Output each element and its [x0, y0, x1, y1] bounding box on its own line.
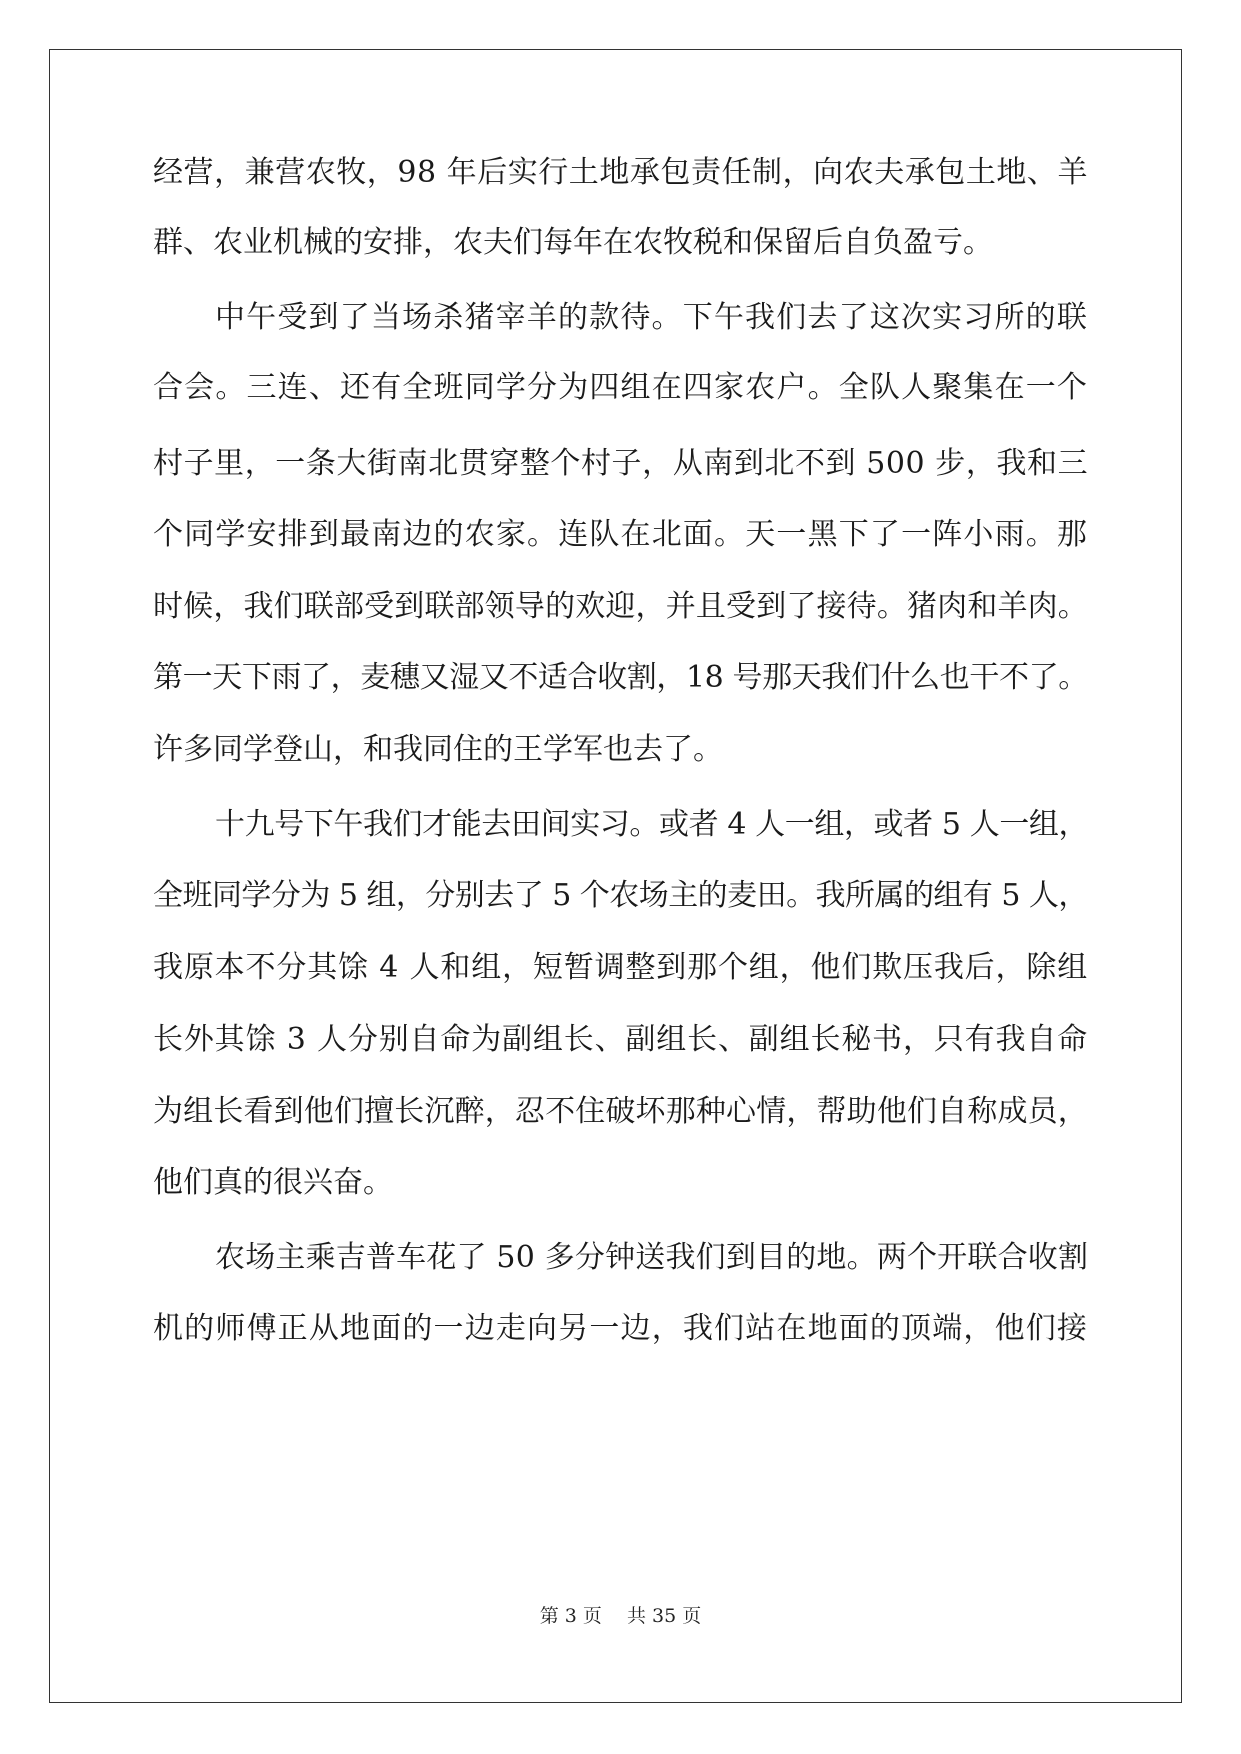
text-line: 我原本不分其馀 4 人和组，短暂调整到那个组，他们欺压我后，除组: [153, 950, 1088, 985]
text-line: 长外其馀 3 人分别自命为副组长、副组长、副组长秘书，只有我自命: [153, 1022, 1088, 1057]
text-line: 个同学安排到最南边的农家。连队在北面。天一黑下了一阵小雨。那: [153, 517, 1088, 552]
text-line: 群、农业机械的安排，农夫们每年在农牧税和保留后自负盈亏。: [153, 225, 993, 260]
text-line: 许多同学登山，和我同住的王学军也去了。: [153, 732, 723, 767]
text-line: 村子里，一条大街南北贯穿整个村子，从南到北不到 500 步，我和三: [153, 446, 1088, 481]
text-line: 全班同学分为 5 组，分别去了 5 个农场主的麦田。我所属的组有 5 人，: [153, 878, 1088, 913]
page-number-footer: 第 3 页 共 35 页: [539, 1605, 702, 1627]
text-line: 十九号下午我们才能去田间实习。或者 4 人一组，或者 5 人一组，: [215, 807, 1088, 842]
text-line: 第一天下雨了，麦穗又湿又不适合收割，18 号那天我们什么也干不了。: [153, 660, 1088, 695]
text-line: 合会。三连、还有全班同学分为四组在四家农户。全队人聚集在一个: [153, 370, 1088, 405]
text-line: 机的师傅正从地面的一边走向另一边，我们站在地面的顶端，他们接: [153, 1311, 1088, 1346]
text-line: 中午受到了当场杀猪宰羊的款待。下午我们去了这次实习所的联: [215, 300, 1088, 335]
text-line: 农场主乘吉普车花了 50 多分钟送我们到目的地。两个开联合收割: [215, 1240, 1088, 1275]
text-line: 经营，兼营农牧，98 年后实行土地承包责任制，向农夫承包土地、羊: [153, 155, 1088, 190]
text-line: 他们真的很兴奋。: [153, 1165, 393, 1200]
text-line: 时候，我们联部受到联部领导的欢迎，并且受到了接待。猪肉和羊肉。: [153, 589, 1088, 624]
text-line: 为组长看到他们擅长沉醉，忍不住破坏那种心情，帮助他们自称成员，: [153, 1094, 1088, 1129]
